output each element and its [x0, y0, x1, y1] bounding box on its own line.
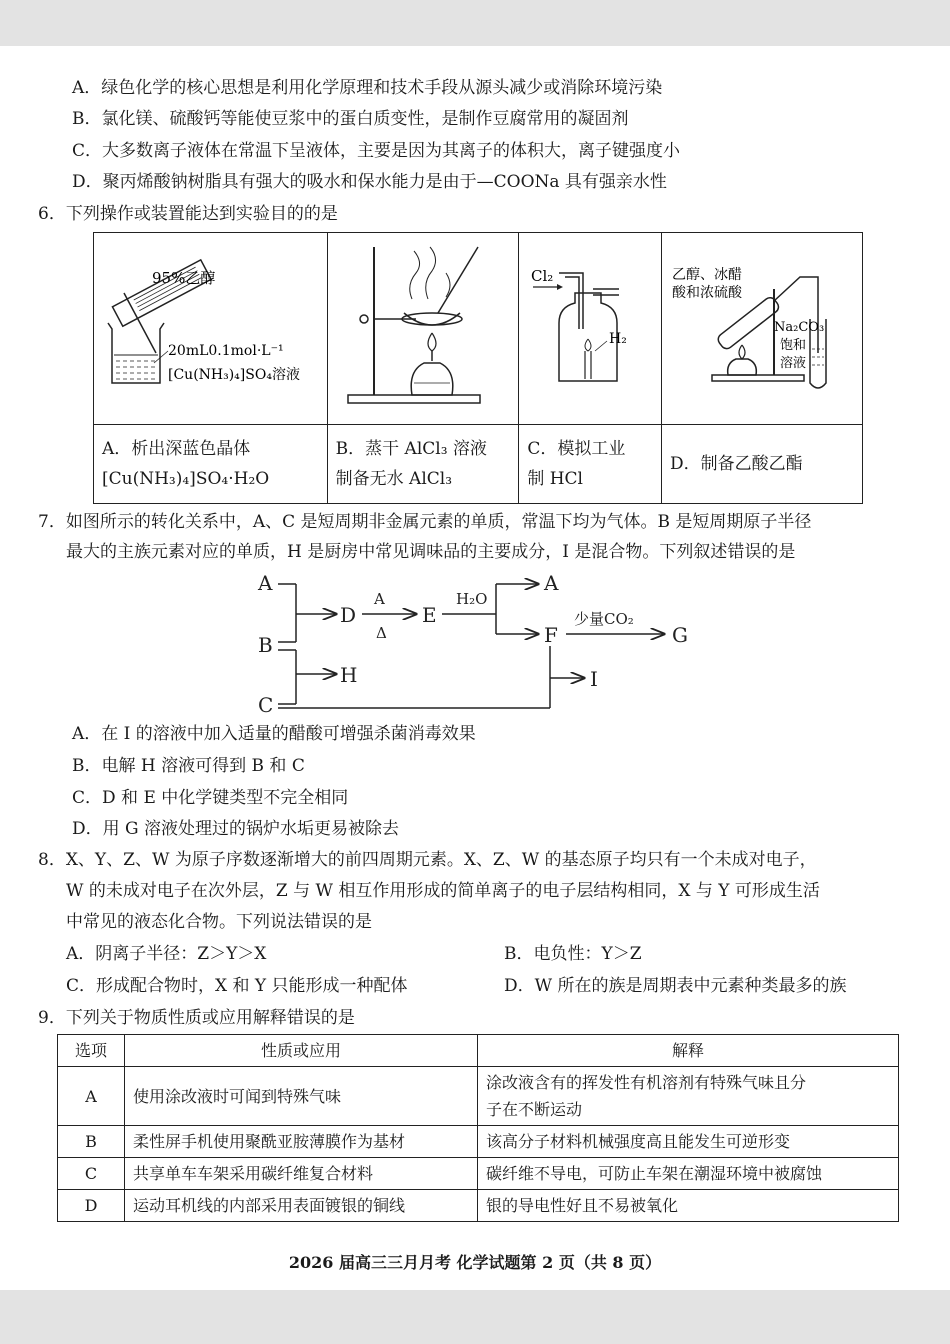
q6-picture-b [327, 233, 519, 425]
label-saturated: 饱和 [779, 338, 806, 353]
q6-picture-a [94, 233, 328, 425]
q6-picture-d [661, 233, 862, 425]
row-explanation: 银的导电性好且不易被氧化 [478, 1190, 899, 1222]
q5-option-a: A．绿色化学的核心思想是利用化学原理和技术手段从源头减少或消除环境污染 [72, 78, 663, 98]
q6-caption-a [94, 425, 328, 504]
q7-option-a: A．在 I 的溶液中加入适量的醋酸可增强杀菌消毒效果 [72, 724, 476, 744]
label-solution: 溶液 [779, 356, 806, 371]
q7-transformation-diagram [240, 566, 710, 716]
table-row [58, 1126, 899, 1158]
table-row [58, 1067, 899, 1126]
node-a: A [258, 571, 273, 595]
node-product-a: A [544, 571, 559, 595]
q7-option-d: D．用 G 溶液处理过的锅炉水垢更易被除去 [72, 819, 400, 839]
caption-a-line2: [Cu(NH₃)₄]SO₄·H₂O [102, 469, 270, 489]
q5-option-c: C．大多数离子液体在常温下呈液体，主要是因为其离子的体积大，离子键强度小 [72, 141, 681, 161]
q8-option-a: A．阴离子半径：Z＞Y＞X [66, 944, 267, 964]
q6-apparatus-table [93, 232, 863, 504]
q8-option-b: B．电负性：Y＞Z [504, 944, 642, 964]
table-header-row [58, 1035, 899, 1067]
explanation-line2: 子在不断运动 [486, 1100, 583, 1119]
row-property: 运动耳机线的内部采用表面镀银的铜线 [125, 1190, 478, 1222]
header-option: 选项 [58, 1035, 125, 1067]
row-explanation: 该高分子材料机械强度高且能发生可逆形变 [478, 1126, 899, 1158]
explanation-line1: 涂改液含有的挥发性有机溶剂有特殊气味且分 [486, 1073, 807, 1092]
caption-b-line2: 制备无水 AlCl₃ [335, 469, 453, 489]
q8-stem-line2: W 的未成对电子在次外层，Z 与 W 相互作用形成的简单离子的电子层结构相同，X 与 Y 可形成生活 [66, 881, 820, 901]
q6-caption-c [519, 425, 662, 504]
scan-bottom-margin [0, 1290, 950, 1344]
row-option: C [58, 1158, 125, 1190]
label-solution-concentration: 20mL0.1mol·L⁻¹ [168, 343, 284, 359]
label-h2: H₂ [609, 331, 628, 347]
q8-option-d: D．W 所在的族是周期表中元素种类最多的族 [504, 976, 847, 996]
hcl-synthesis-diagram [519, 233, 660, 419]
row-property: 柔性屏手机使用聚酰亚胺薄膜作为基材 [125, 1126, 478, 1158]
q7-option-c: C．D 和 E 中化学键类型不完全相同 [72, 788, 349, 808]
label-reagents-1: 乙醇、冰醋 [671, 267, 742, 283]
q9-table [57, 1034, 899, 1222]
table-row [58, 1190, 899, 1222]
table-row [58, 1158, 899, 1190]
row-explanation [478, 1067, 899, 1126]
node-g: G [672, 623, 688, 647]
label-cl2: Cl₂ [531, 267, 554, 285]
beaker-ethanol-diagram [94, 233, 326, 419]
scan-top-margin [0, 0, 950, 46]
q6-caption-d [661, 425, 862, 504]
node-h: H [340, 663, 358, 687]
node-b: B [258, 633, 273, 657]
caption-c-line2: 制 HCl [527, 469, 583, 489]
label-over-d-e: A [374, 590, 385, 608]
label-water: H₂O [456, 590, 488, 608]
header-explanation: 解释 [478, 1035, 899, 1067]
q5-option-d: D．聚丙烯酸钠树脂具有强大的吸水和保水能力是由于—COONa 具有强亲水性 [72, 172, 667, 192]
q7-option-b: B．电解 H 溶液可得到 B 和 C [72, 756, 305, 776]
q8-stem-line1: 8．X、Y、Z、W 为原子序数逐渐增大的前四周期元素。X、Z、W 的基态原子均只有一个未成对电子， [38, 850, 817, 870]
row-option: B [58, 1126, 125, 1158]
label-heat: Δ [376, 624, 387, 642]
node-i: I [590, 667, 598, 691]
page-footer: 2026 届高三三月月考 化学试题第 2 页（共 8 页） [288, 1253, 662, 1272]
node-e: E [422, 603, 437, 627]
q5-option-b: B．氯化镁、硫酸钙等能使豆浆中的蛋白质变性，是制作豆腐常用的凝固剂 [72, 109, 629, 129]
q7-stem-line1: 7．如图所示的转化关系中，A、C 是短周期非金属元素的单质，常温下均为气体。B 是短周期原子半径 [38, 512, 812, 532]
node-d: D [340, 603, 357, 627]
row-explanation: 碳纤维不导电，可防止车架在潮湿环境中被腐蚀 [478, 1158, 899, 1190]
ethyl-acetate-diagram [662, 233, 862, 419]
row-property: 共享单车车架采用碳纤维复合材料 [125, 1158, 478, 1190]
caption-c-line1: C．模拟工业 [527, 439, 626, 459]
node-c: C [258, 693, 274, 716]
q8-option-c: C．形成配合物时，X 和 Y 只能形成一种配体 [66, 976, 408, 996]
q6-caption-b [327, 425, 519, 504]
label-95-ethanol: 95%乙醇 [152, 269, 216, 287]
row-property: 使用涂改液时可闻到特殊气味 [125, 1067, 478, 1126]
evaporating-dish-diagram [328, 233, 518, 419]
q6-stem: 6．下列操作或装置能达到实验目的的是 [38, 204, 338, 224]
caption-b-line1: B．蒸干 AlCl₃ 溶液 [335, 439, 487, 459]
node-f: F [544, 623, 558, 647]
q7-stem-line2: 最大的主族元素对应的单质，H 是厨房中常见调味品的主要成分，I 是混合物。下列叙述错误的是 [66, 542, 796, 562]
label-solution-name: [Cu(NH₃)₄]SO₄溶液 [168, 367, 300, 383]
q9-stem: 9．下列关于物质性质或应用解释错误的是 [38, 1008, 355, 1028]
q8-stem-line3: 中常见的液态化合物。下列说法错误的是 [66, 912, 372, 932]
caption-d: D．制备乙酸乙酯 [669, 454, 803, 474]
label-co2: 少量CO₂ [574, 610, 634, 628]
caption-a-line1: A．析出深蓝色晶体 [102, 439, 251, 459]
q6-picture-c [519, 233, 662, 425]
row-option: D [58, 1190, 125, 1222]
row-option: A [58, 1067, 125, 1126]
label-na2co3: Na₂CO₃ [773, 320, 825, 335]
label-reagents-2: 酸和浓硫酸 [671, 285, 742, 301]
header-property: 性质或应用 [125, 1035, 478, 1067]
